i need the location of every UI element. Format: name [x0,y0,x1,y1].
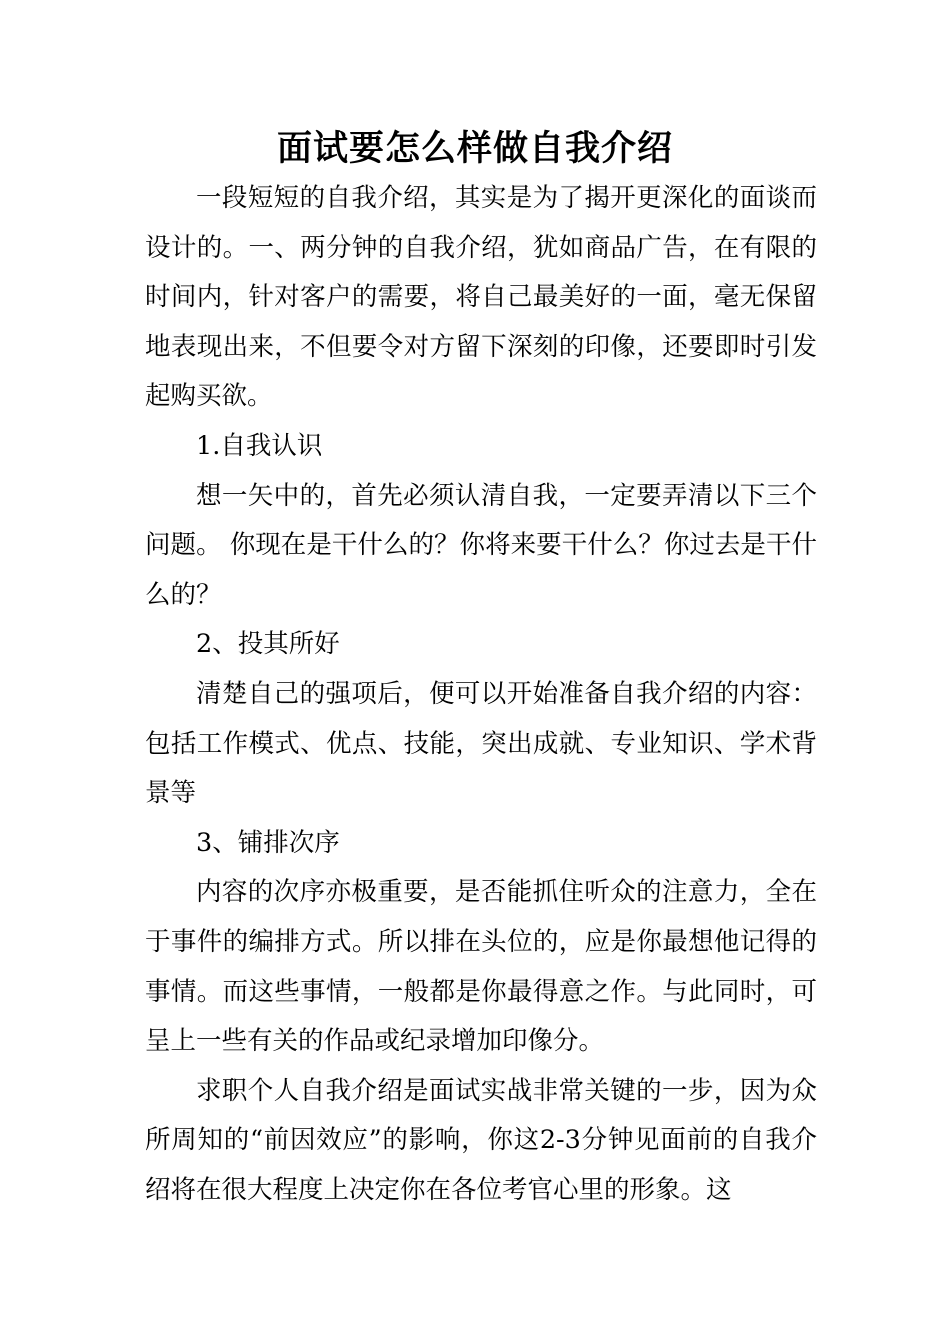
section-heading-cater: 2、投其所好 [196,629,340,660]
paragraph-intro: 一段短短的自我介绍，其实是为了揭开更深化的面谈而设计的。一、两分钟的自我介绍，犹如商品广告，在有限的时间内，针对客户的需要，将自己最美好的一面，毫无保留地表现出来，不但要令对方留下深刻的印像，还要即时引发起购买欲。 [145,183,817,412]
document-body [145,174,817,1215]
paragraph-cater: 清楚自己的强项后，便可以开始准备自我介绍的内容：包括工作模式、优点、技能，突出成就、专业知识、学术背景等 [145,678,817,809]
paragraph-self-knowledge: 想一矢中的，首先必须认清自我，一定要弄清以下三个问题。 你现在是干什么的？你将来要干什么？你过去是干什么的？ [145,480,817,610]
paragraph-closing: 求职个人自我介绍是面试实战非常关键的一步，因为众所周知的“前因效应”的影响，你这2-3分钟见面前的自我介绍将在很大程度上决定你在各位考官心里的形象。这 [145,1075,817,1205]
section-heading-self-knowledge: 1.自我认识 [196,430,323,461]
section-heading-ordering: 3、铺排次序 [196,827,340,858]
paragraph-ordering: 内容的次序亦极重要，是否能抓住听众的注意力，全在于事件的编排方式。所以排在头位的，应是你最想他记得的事情。而这些事情，一般都是你最得意之作。与此同时，可呈上一些有关的作品或纪录增加印像分。 [145,877,817,1057]
document-title: 面试要怎么样做自我介绍 [276,129,673,169]
